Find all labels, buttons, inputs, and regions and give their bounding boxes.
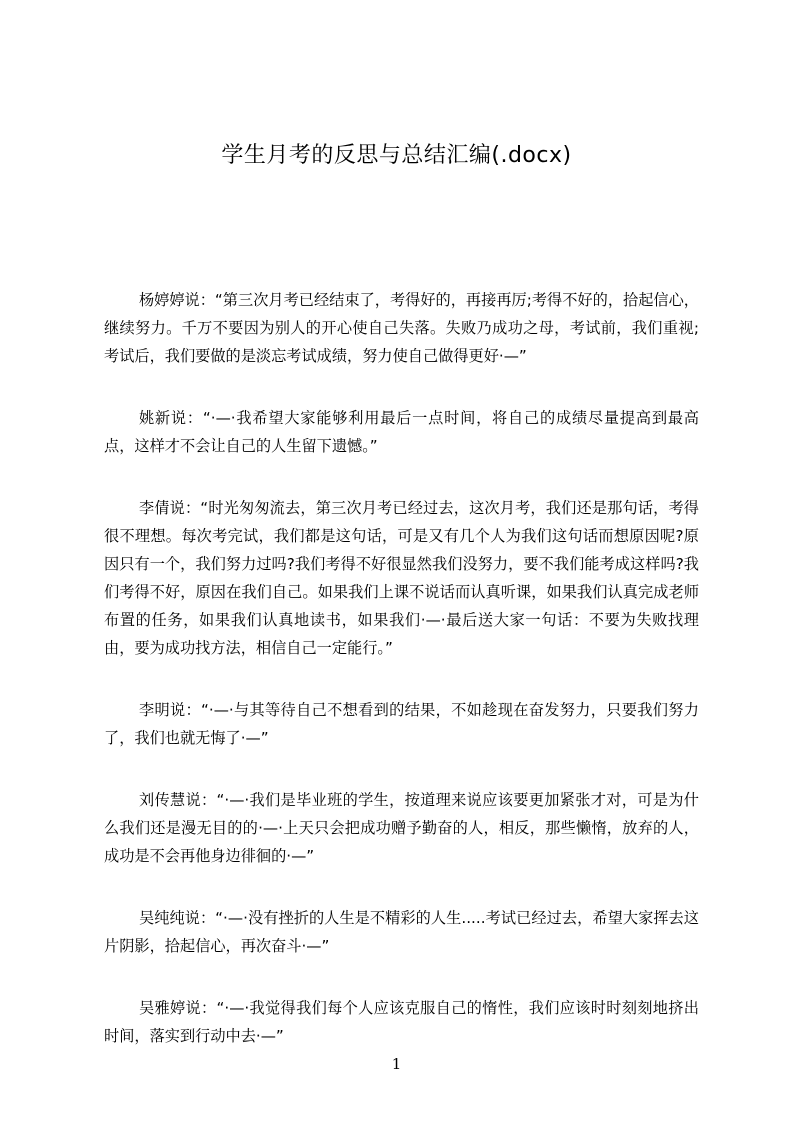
paragraph-li-ming: 李明说：“·—·与其等待自己不想看到的结果，不如趁现在奋发努力，只要我们努力了，我们也就无悔了·—”	[104, 701, 699, 747]
paragraph-wu-chunchun: 吴纯纯说：“·—·没有挫折的人生是不精彩的人生.....考试已经过去，希望大家挥去这片阴影，拾起信心，再次奋斗·—”	[104, 909, 699, 955]
paragraph-liu-chuanhui: 刘传慧说：“·—·我们是毕业班的学生，按道理来说应该要更加紧张才对，可是为什么我们还是漫无目的的·—·上天只会把成功赠予勤奋的人，相反，那些懒惰，放弃的人，成功是不会再他身边徘徊的·—”	[104, 791, 699, 865]
document-body	[104, 286, 699, 1084]
paragraph-yao-xin: 姚新说：“·—·我希望大家能够利用最后一点时间，将自己的成绩尽量提高到最高点，这样才不会让自己的人生留下遗憾。”	[104, 409, 699, 455]
paragraph-li-qian: 李倩说：“时光匆匆流去，第三次月考已经过去，这次月考，我们还是那句话，考得很不理想。每次考完试，我们都是这句话，可是又有几个人为我们这句话而想原因呢?原因只有一个，我们努力过吗?我们考得不好很显然我们没努力，要不我们能考成这样吗?我们考得不好，原因在我们自己。如果我们上课不说话而认真听课，如果我们认真完成老师布置的任务，如果我们认真地读书，如果我们·—·最后送大家一句话：不要为失败找理由，要为成功找方法，相信自己一定能行。”	[104, 499, 699, 657]
document-title: 学生月考的反思与总结汇编(.docx)	[221, 143, 572, 168]
paragraph-yang-tingting: 杨婷婷说：“第三次月考已经结束了，考得好的，再接再厉;考得不好的，拾起信心，继续努力。千万不要因为别人的开心使自己失落。失败乃成功之母，考试前，我们重视;考试后，我们要做的是淡忘考试成绩，努力使自己做得更好·—”	[104, 291, 699, 365]
page-number: 1	[391, 1055, 402, 1073]
paragraph-wu-yating: 吴雅婷说：“·—·我觉得我们每个人应该克服自己的惰性，我们应该时时刻刻地挤出时间，落实到行动中去·—”	[104, 999, 699, 1045]
